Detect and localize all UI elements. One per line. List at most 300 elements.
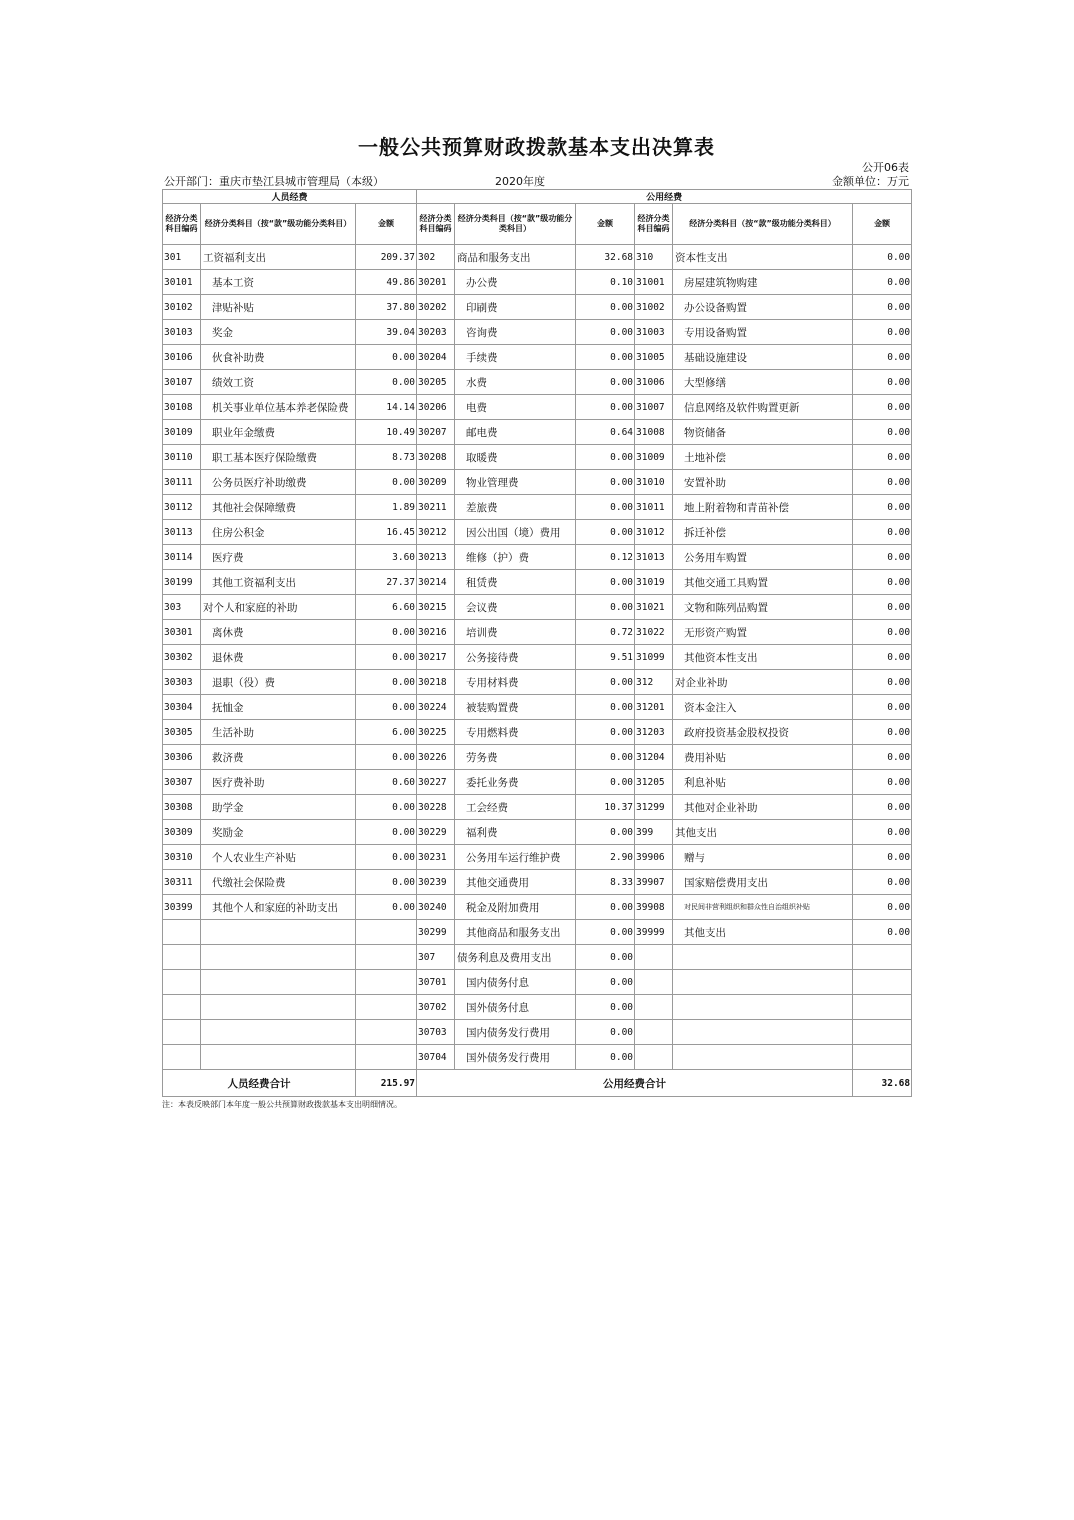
item-name: 工资福利支出 — [201, 245, 356, 270]
item-amount: 2.90 — [576, 845, 635, 870]
item-amount: 0.00 — [853, 570, 912, 595]
item-code: 30114 — [163, 545, 201, 570]
item-amount: 0.00 — [576, 370, 635, 395]
table-row — [163, 770, 912, 795]
item-code: 31205 — [635, 770, 673, 795]
personnel-total-amount: 215.97 — [356, 1070, 417, 1097]
item-name — [673, 1020, 853, 1045]
item-code: 31007 — [635, 395, 673, 420]
table-row — [163, 920, 912, 945]
item-name: 基本工资 — [201, 270, 356, 295]
item-amount: 0.00 — [356, 370, 417, 395]
table-number-line — [162, 161, 911, 175]
item-amount: 16.45 — [356, 520, 417, 545]
item-name: 其他交通工具购置 — [673, 570, 853, 595]
item-name: 水费 — [455, 370, 576, 395]
item-name: 公务员医疗补助缴费 — [201, 470, 356, 495]
item-name — [673, 970, 853, 995]
item-amount — [356, 1020, 417, 1045]
item-amount: 0.00 — [576, 920, 635, 945]
item-name: 生活补助 — [201, 720, 356, 745]
item-name: 对企业补助 — [673, 670, 853, 695]
item-amount: 8.73 — [356, 445, 417, 470]
item-code: 30240 — [417, 895, 455, 920]
item-name: 邮电费 — [455, 420, 576, 445]
public-total-label: 公用经费合计 — [417, 1070, 853, 1097]
item-name: 其他社会保障缴费 — [201, 495, 356, 520]
item-amount: 3.60 — [356, 545, 417, 570]
item-code: 310 — [635, 245, 673, 270]
item-name: 基础设施建设 — [673, 345, 853, 370]
info-line — [162, 175, 911, 189]
item-code: 307 — [417, 945, 455, 970]
item-name: 培训费 — [455, 620, 576, 645]
item-name: 利息补贴 — [673, 770, 853, 795]
item-code: 39907 — [635, 870, 673, 895]
item-name: 商品和服务支出 — [455, 245, 576, 270]
item-code: 30212 — [417, 520, 455, 545]
item-amount: 0.00 — [576, 470, 635, 495]
item-code: 31005 — [635, 345, 673, 370]
item-name — [673, 1045, 853, 1070]
item-code: 30301 — [163, 620, 201, 645]
item-amount: 0.00 — [853, 345, 912, 370]
item-amount: 6.60 — [356, 595, 417, 620]
item-amount: 0.00 — [356, 645, 417, 670]
item-code: 30103 — [163, 320, 201, 345]
item-name: 公务用车运行维护费 — [455, 845, 576, 870]
footnote: 注：本表反映部门本年度一般公共预算财政拨款基本支出明细情况。 — [162, 1100, 402, 1109]
table-row — [163, 520, 912, 545]
item-code: 30111 — [163, 470, 201, 495]
item-code: 30302 — [163, 645, 201, 670]
item-amount: 0.00 — [853, 595, 912, 620]
table-row — [163, 795, 912, 820]
budget-sheet — [162, 133, 911, 1110]
item-name: 绩效工资 — [201, 370, 356, 395]
item-name: 无形资产购置 — [673, 620, 853, 645]
table-row — [163, 320, 912, 345]
item-name: 委托业务费 — [455, 770, 576, 795]
item-amount: 0.00 — [576, 320, 635, 345]
item-amount: 0.00 — [853, 270, 912, 295]
item-code — [163, 1020, 201, 1045]
table-row — [163, 420, 912, 445]
item-code: 30213 — [417, 545, 455, 570]
item-name — [201, 1020, 356, 1045]
item-amount: 0.64 — [576, 420, 635, 445]
item-name: 资本性支出 — [673, 245, 853, 270]
item-name: 安置补助 — [673, 470, 853, 495]
header-code: 经济分类科目编码 — [417, 204, 455, 245]
item-amount: 0.00 — [853, 520, 912, 545]
item-amount: 0.00 — [356, 745, 417, 770]
table-row — [163, 645, 912, 670]
item-code: 30217 — [417, 645, 455, 670]
item-name: 对民间非营利组织和群众性自治组织补贴 — [673, 895, 853, 920]
item-amount: 0.00 — [576, 820, 635, 845]
item-name: 其他资本性支出 — [673, 645, 853, 670]
header-amount: 金额 — [356, 204, 417, 245]
item-name — [201, 970, 356, 995]
item-name: 离休费 — [201, 620, 356, 645]
item-code — [163, 945, 201, 970]
table-row — [163, 1045, 912, 1070]
item-amount: 0.00 — [853, 870, 912, 895]
item-code: 399 — [635, 820, 673, 845]
item-name: 公务接待费 — [455, 645, 576, 670]
item-name: 拆迁补偿 — [673, 520, 853, 545]
item-code: 30107 — [163, 370, 201, 395]
item-name: 津贴补贴 — [201, 295, 356, 320]
item-code: 30218 — [417, 670, 455, 695]
item-name: 手续费 — [455, 345, 576, 370]
item-code: 31201 — [635, 695, 673, 720]
item-code: 31013 — [635, 545, 673, 570]
item-name: 被装购置费 — [455, 695, 576, 720]
personnel-total-label: 人员经费合计 — [163, 1070, 356, 1097]
item-amount: 0.00 — [356, 895, 417, 920]
item-code: 39906 — [635, 845, 673, 870]
item-name: 政府投资基金股权投资 — [673, 720, 853, 745]
item-code: 31203 — [635, 720, 673, 745]
table-row — [163, 270, 912, 295]
item-amount: 0.00 — [853, 295, 912, 320]
item-name: 办公设备购置 — [673, 295, 853, 320]
item-name: 费用补贴 — [673, 745, 853, 770]
item-code: 31012 — [635, 520, 673, 545]
item-code — [163, 995, 201, 1020]
item-code: 30203 — [417, 320, 455, 345]
table-row — [163, 845, 912, 870]
year-label: 2020年度 — [495, 175, 545, 188]
item-amount — [356, 945, 417, 970]
item-amount: 0.00 — [356, 470, 417, 495]
item-name — [673, 945, 853, 970]
item-name: 救济费 — [201, 745, 356, 770]
item-code: 30229 — [417, 820, 455, 845]
item-amount: 0.00 — [853, 845, 912, 870]
item-name: 其他工资福利支出 — [201, 570, 356, 595]
item-amount: 0.00 — [576, 970, 635, 995]
table-row — [163, 945, 912, 970]
item-amount: 0.00 — [576, 895, 635, 920]
item-amount: 0.00 — [853, 920, 912, 945]
item-name: 咨询费 — [455, 320, 576, 345]
item-code: 30703 — [417, 1020, 455, 1045]
item-code: 30227 — [417, 770, 455, 795]
table-row — [163, 495, 912, 520]
item-amount: 0.00 — [576, 995, 635, 1020]
header-code: 经济分类科目编码 — [163, 204, 201, 245]
item-code: 31006 — [635, 370, 673, 395]
item-code: 31021 — [635, 595, 673, 620]
item-amount: 0.00 — [853, 795, 912, 820]
item-code: 30311 — [163, 870, 201, 895]
item-amount: 8.33 — [576, 870, 635, 895]
item-code: 30113 — [163, 520, 201, 545]
item-name — [201, 920, 356, 945]
item-name: 大型修缮 — [673, 370, 853, 395]
item-code: 31001 — [635, 270, 673, 295]
item-amount: 0.00 — [853, 695, 912, 720]
item-name — [201, 945, 356, 970]
item-code: 30225 — [417, 720, 455, 745]
item-code: 30214 — [417, 570, 455, 595]
item-amount: 0.00 — [576, 945, 635, 970]
item-name: 其他支出 — [673, 920, 853, 945]
header-amount: 金额 — [853, 204, 912, 245]
item-amount: 0.00 — [853, 745, 912, 770]
item-code: 30306 — [163, 745, 201, 770]
item-name: 国内债务付息 — [455, 970, 576, 995]
section-public: 公用经费 — [417, 190, 912, 204]
item-name: 其他交通费用 — [455, 870, 576, 895]
item-name: 租赁费 — [455, 570, 576, 595]
header-code: 经济分类科目编码 — [635, 204, 673, 245]
item-amount: 0.00 — [853, 245, 912, 270]
item-name: 会议费 — [455, 595, 576, 620]
item-code — [635, 945, 673, 970]
item-code: 30101 — [163, 270, 201, 295]
item-amount: 0.00 — [853, 670, 912, 695]
item-code — [163, 920, 201, 945]
item-amount — [356, 1045, 417, 1070]
header-name: 经济分类科目（按“款”级功能分类科目） — [455, 204, 576, 245]
public-total-amount: 32.68 — [853, 1070, 912, 1097]
item-amount: 10.49 — [356, 420, 417, 445]
item-name: 医疗费补助 — [201, 770, 356, 795]
item-name: 职业年金缴费 — [201, 420, 356, 445]
item-name: 取暖费 — [455, 445, 576, 470]
table-row — [163, 970, 912, 995]
item-name — [201, 1045, 356, 1070]
item-amount: 0.00 — [356, 795, 417, 820]
item-code: 30399 — [163, 895, 201, 920]
item-code — [635, 970, 673, 995]
item-name: 代缴社会保险费 — [201, 870, 356, 895]
item-code: 30108 — [163, 395, 201, 420]
item-name: 抚恤金 — [201, 695, 356, 720]
item-name: 因公出国（境）费用 — [455, 520, 576, 545]
table-row — [163, 820, 912, 845]
table-row — [163, 470, 912, 495]
item-code: 30110 — [163, 445, 201, 470]
item-name: 奖金 — [201, 320, 356, 345]
item-amount: 0.00 — [853, 770, 912, 795]
item-code — [635, 1045, 673, 1070]
item-code: 30307 — [163, 770, 201, 795]
item-code: 30106 — [163, 345, 201, 370]
item-code: 30109 — [163, 420, 201, 445]
item-name: 土地补偿 — [673, 445, 853, 470]
item-amount: 0.00 — [853, 820, 912, 845]
item-amount: 0.00 — [356, 620, 417, 645]
item-code: 31299 — [635, 795, 673, 820]
item-name: 国内债务发行费用 — [455, 1020, 576, 1045]
item-name: 资本金注入 — [673, 695, 853, 720]
item-amount: 0.00 — [853, 395, 912, 420]
item-code: 301 — [163, 245, 201, 270]
item-amount: 209.37 — [356, 245, 417, 270]
item-code: 30702 — [417, 995, 455, 1020]
item-amount: 0.00 — [576, 695, 635, 720]
page-title: 一般公共预算财政拨款基本支出决算表 — [358, 135, 715, 159]
item-code — [163, 970, 201, 995]
item-name: 税金及附加费用 — [455, 895, 576, 920]
item-name: 住房公积金 — [201, 520, 356, 545]
table-row — [163, 595, 912, 620]
item-code: 39908 — [635, 895, 673, 920]
item-code: 30304 — [163, 695, 201, 720]
item-name: 福利费 — [455, 820, 576, 845]
table-row — [163, 1020, 912, 1045]
item-name: 公务用车购置 — [673, 545, 853, 570]
item-amount — [356, 995, 417, 1020]
item-amount: 0.00 — [356, 670, 417, 695]
table-row — [163, 445, 912, 470]
item-code: 31011 — [635, 495, 673, 520]
table-row — [163, 870, 912, 895]
item-name — [201, 995, 356, 1020]
item-amount: 0.00 — [576, 345, 635, 370]
item-amount: 0.00 — [576, 670, 635, 695]
item-name: 个人农业生产补贴 — [201, 845, 356, 870]
item-code: 30704 — [417, 1045, 455, 1070]
item-amount: 9.51 — [576, 645, 635, 670]
table-number: 公开06表 — [862, 161, 909, 174]
item-amount: 0.00 — [576, 720, 635, 745]
item-amount: 0.00 — [356, 695, 417, 720]
expenditure-table — [162, 189, 912, 1097]
item-code: 30102 — [163, 295, 201, 320]
item-code: 30112 — [163, 495, 201, 520]
item-code: 30231 — [417, 845, 455, 870]
item-code: 30303 — [163, 670, 201, 695]
item-name: 职工基本医疗保险缴费 — [201, 445, 356, 470]
item-amount: 0.00 — [576, 395, 635, 420]
item-name: 其他支出 — [673, 820, 853, 845]
item-name: 电费 — [455, 395, 576, 420]
item-code — [163, 1045, 201, 1070]
item-name: 印刷费 — [455, 295, 576, 320]
item-amount — [853, 995, 912, 1020]
item-amount: 0.00 — [576, 595, 635, 620]
item-code: 31009 — [635, 445, 673, 470]
item-amount: 0.00 — [853, 645, 912, 670]
item-amount: 0.00 — [576, 520, 635, 545]
item-amount — [356, 920, 417, 945]
item-name: 信息网络及软件购置更新 — [673, 395, 853, 420]
item-code: 30308 — [163, 795, 201, 820]
item-amount: 0.00 — [576, 445, 635, 470]
item-code: 30199 — [163, 570, 201, 595]
item-amount: 0.00 — [853, 320, 912, 345]
item-amount: 37.80 — [356, 295, 417, 320]
item-amount: 0.00 — [853, 620, 912, 645]
item-amount: 0.72 — [576, 620, 635, 645]
table-row — [163, 345, 912, 370]
item-amount: 49.86 — [356, 270, 417, 295]
item-name: 劳务费 — [455, 745, 576, 770]
item-code: 303 — [163, 595, 201, 620]
table-row — [163, 570, 912, 595]
section-personnel: 人员经费 — [163, 190, 417, 204]
item-amount: 0.00 — [853, 720, 912, 745]
header-amount: 金额 — [576, 204, 635, 245]
item-amount: 32.68 — [576, 245, 635, 270]
table-row — [163, 995, 912, 1020]
item-name: 退休费 — [201, 645, 356, 670]
item-amount — [853, 945, 912, 970]
item-name: 奖励金 — [201, 820, 356, 845]
item-amount: 0.00 — [853, 445, 912, 470]
item-amount: 0.00 — [853, 470, 912, 495]
item-amount — [356, 970, 417, 995]
item-code: 31008 — [635, 420, 673, 445]
unit-label: 金额单位：万元 — [832, 175, 909, 188]
item-name: 文物和陈列品购置 — [673, 595, 853, 620]
item-name: 其他对企业补助 — [673, 795, 853, 820]
item-name: 物业管理费 — [455, 470, 576, 495]
item-name — [673, 995, 853, 1020]
item-name: 差旅费 — [455, 495, 576, 520]
item-amount: 10.37 — [576, 795, 635, 820]
table-row — [163, 745, 912, 770]
table-row — [163, 395, 912, 420]
item-code: 30309 — [163, 820, 201, 845]
item-name: 助学金 — [201, 795, 356, 820]
table-row — [163, 295, 912, 320]
item-name: 国外债务发行费用 — [455, 1045, 576, 1070]
item-code: 30205 — [417, 370, 455, 395]
item-amount: 0.00 — [853, 370, 912, 395]
item-name: 工会经费 — [455, 795, 576, 820]
item-amount: 0.00 — [356, 345, 417, 370]
department-label: 公开部门：重庆市垫江县城市管理局（本级） — [164, 175, 384, 188]
item-amount: 0.00 — [853, 495, 912, 520]
table-row — [163, 245, 912, 270]
item-code: 30701 — [417, 970, 455, 995]
item-code: 30208 — [417, 445, 455, 470]
item-code: 30226 — [417, 745, 455, 770]
item-amount: 0.10 — [576, 270, 635, 295]
item-name: 国家赔偿费用支出 — [673, 870, 853, 895]
item-code: 312 — [635, 670, 673, 695]
table-row — [163, 670, 912, 695]
item-name: 退职（役）费 — [201, 670, 356, 695]
item-name: 地上附着物和青苗补偿 — [673, 495, 853, 520]
item-amount: 0.00 — [356, 870, 417, 895]
item-code — [635, 1020, 673, 1045]
item-name: 国外债务付息 — [455, 995, 576, 1020]
item-code — [635, 995, 673, 1020]
item-amount — [853, 1020, 912, 1045]
item-code: 30209 — [417, 470, 455, 495]
item-code: 30228 — [417, 795, 455, 820]
item-code: 30206 — [417, 395, 455, 420]
table-row — [163, 370, 912, 395]
item-code: 39999 — [635, 920, 673, 945]
item-name: 医疗费 — [201, 545, 356, 570]
item-code: 30202 — [417, 295, 455, 320]
item-amount: 0.00 — [576, 570, 635, 595]
item-amount: 0.00 — [853, 420, 912, 445]
item-code: 30239 — [417, 870, 455, 895]
item-code: 302 — [417, 245, 455, 270]
item-amount: 1.89 — [356, 495, 417, 520]
item-name: 其他个人和家庭的补助支出 — [201, 895, 356, 920]
